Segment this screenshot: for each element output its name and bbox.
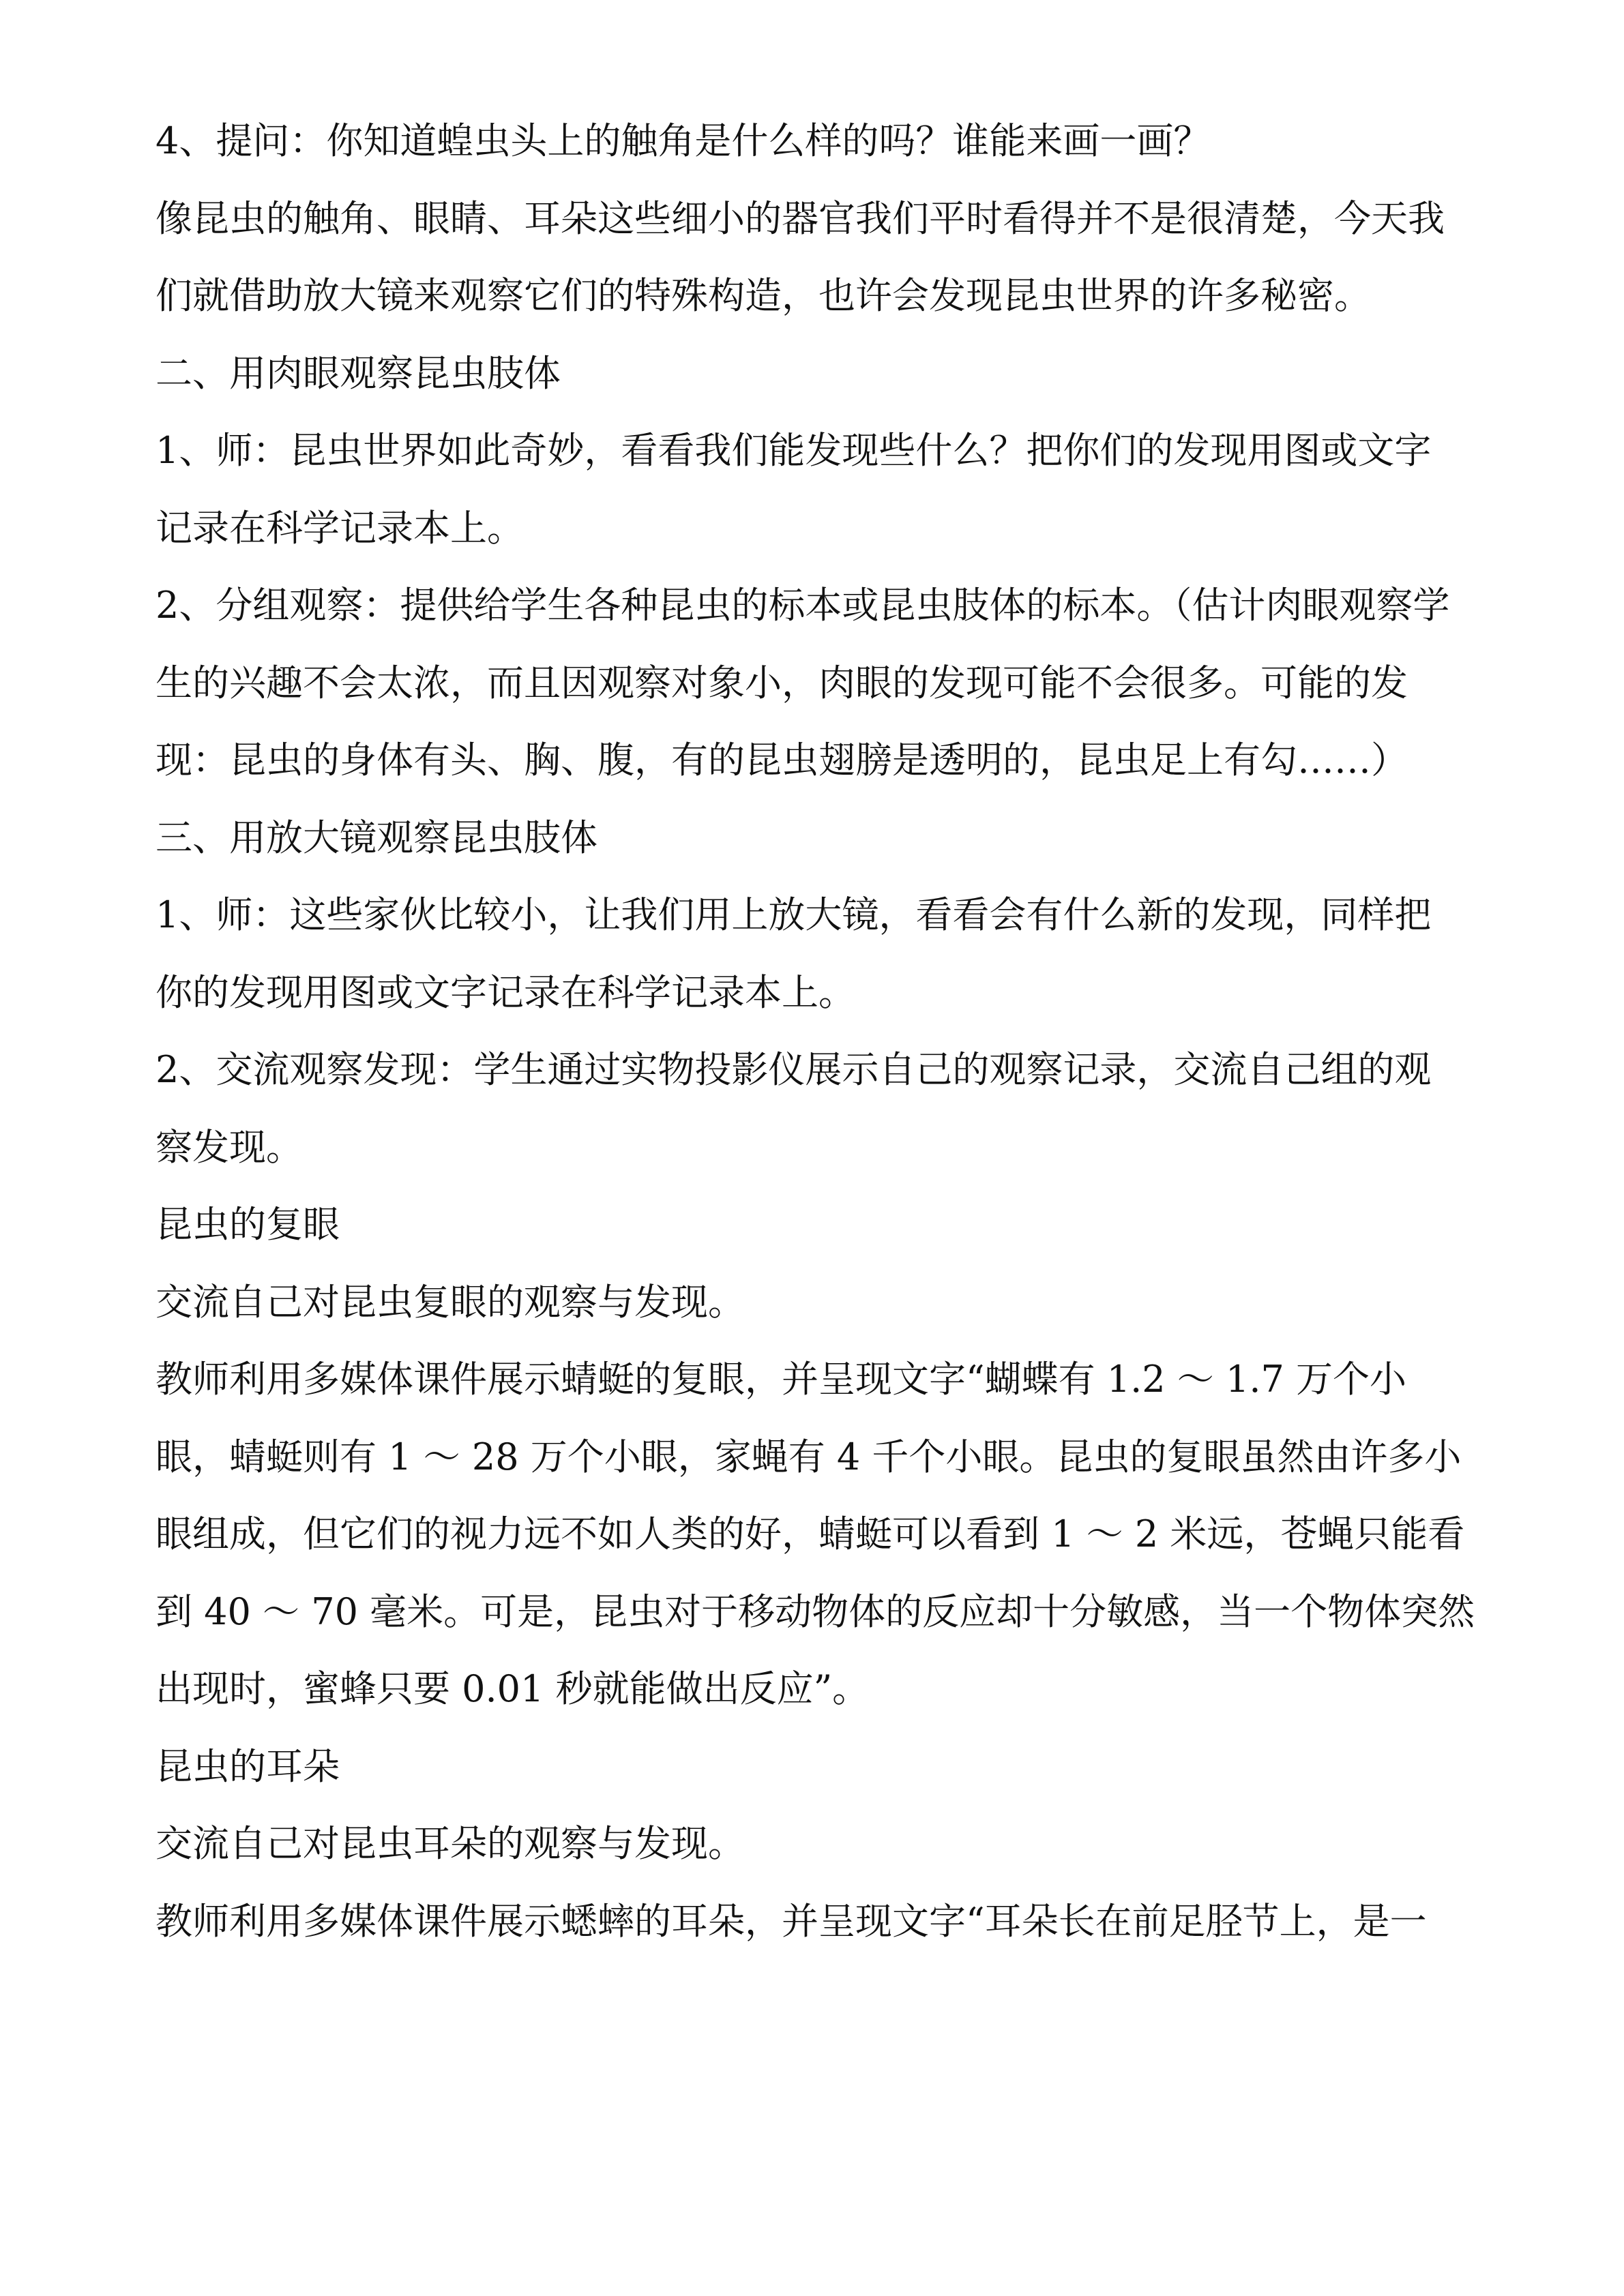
text-line: 2、交流观察发现：学生通过实物投影仪展示自己的观察记录，交流自己组的观: [156, 1048, 1432, 1091]
text-line: 2、分组观察：提供给学生各种昆虫的标本或昆虫肢体的标本。（估计肉眼观察学: [156, 584, 1450, 627]
section-heading: 二、用肉眼观察昆虫肢体: [156, 351, 561, 395]
text-line: 现：昆虫的身体有头、胸、腹，有的昆虫翅膀是透明的，昆虫足上有勾……）: [156, 739, 1408, 781]
text-line: 出现时，蜜蜂只要 0.01 秒就能做出反应”。: [156, 1667, 870, 1710]
text-line: 1、师：昆虫世界如此奇妙，看看我们能发现些什么？把你们的发现用图或文字: [156, 429, 1432, 472]
text-line: 教师利用多媒体课件展示蜻蜓的复眼，并呈现文字“蝴蝶有 1.2 ～ 1.7 万个小: [156, 1358, 1407, 1401]
text-line: 交流自己对昆虫耳朵的观察与发现。: [156, 1822, 745, 1865]
text-line: 眼组成，但它们的视力远不如人类的好，蜻蜓可以看到 1 ～ 2 米远，苍蝇只能看: [156, 1512, 1465, 1555]
text-line: 像昆虫的触角、眼睛、耳朵这些细小的器官我们平时看得并不是很清楚，今天我: [156, 196, 1445, 240]
text-line: 教师利用多媒体课件展示蟋蟀的耳朵，并呈现文字“耳朵长在前足胫节上，是一: [156, 1899, 1427, 1943]
document-page: [156, 102, 1520, 1960]
text-line: 到 40 ～ 70 毫米。可是，昆虫对于移动物体的反应却十分敏感，当一个物体突然: [156, 1590, 1475, 1633]
subsection-heading: 昆虫的耳朵: [156, 1744, 340, 1788]
text-line: 察发现。: [156, 1125, 303, 1169]
text-line: 记录在科学记录本上。: [156, 506, 524, 550]
text-line: 生的兴趣不会太浓，而且因观察对象小，肉眼的发现可能不会很多。可能的发: [156, 661, 1408, 704]
text-line: 1、师：这些家伙比较小，让我们用上放大镜，看看会有什么新的发现，同样把: [156, 893, 1432, 936]
text-line: 眼，蜻蜓则有 1 ～ 28 万个小眼，家蝇有 4 千个小眼。昆虫的复眼虽然由许多小: [156, 1435, 1462, 1478]
text-line: 们就借助放大镜来观察它们的特殊构造，也许会发现昆虫世界的许多秘密。: [156, 274, 1371, 317]
text-line: 交流自己对昆虫复眼的观察与发现。: [156, 1280, 745, 1324]
text-line: 4、提问：你知道蝗虫头上的触角是什么样的吗？谁能来画一画？: [156, 119, 1211, 162]
subsection-heading: 昆虫的复眼: [156, 1203, 340, 1246]
section-heading: 三、用放大镜观察昆虫肢体: [156, 816, 597, 859]
text-line: 你的发现用图或文字记录在科学记录本上。: [156, 970, 855, 1014]
